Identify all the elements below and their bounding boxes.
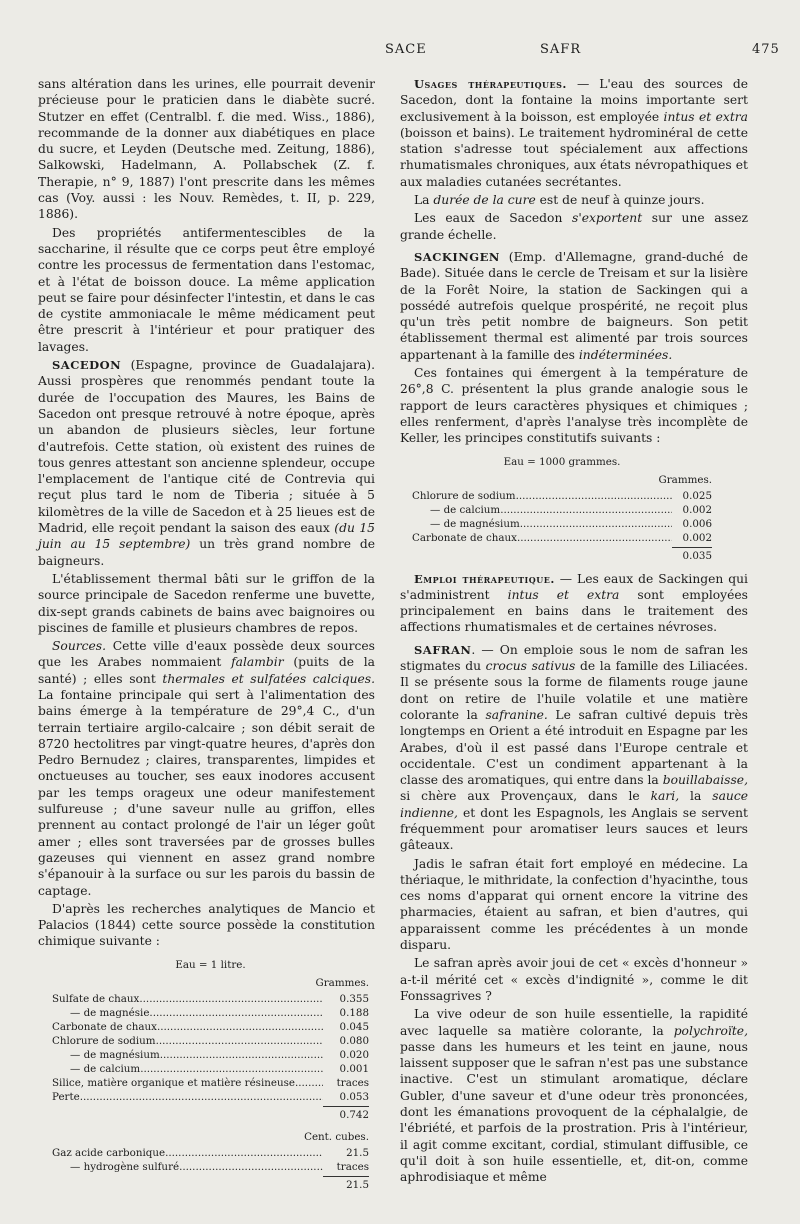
table-total: 0.742 xyxy=(52,1104,369,1122)
left-column xyxy=(38,76,375,1200)
paragraph: Des propriétés antifermentescibles de la saccharine, il résulte que ce corps peut être employé contre les processus de fermentation dans l'estomac, et à l'état de boisson douce. La même application peut se faire pour désinfecter l'intestin, et dans le cas de cystite ammoniacale le même médicament peut être prescrit à l'intérieur et pour pratiquer des lavages. xyxy=(38,225,375,354)
table-row: Chlorure de sodium ..... 0.080 xyxy=(52,1034,369,1048)
paragraph: Le safran après avoir joui de cet « excès d'honneur » a-t-il mérité cet « excès d'indignité », comme le dit Fonssagrives ? xyxy=(400,956,748,1003)
running-head-center: SAFR xyxy=(540,42,582,57)
table-row: Carbonate de chaux ..... 0.045 xyxy=(52,1020,369,1034)
analysis-table-sackingen xyxy=(400,455,748,563)
paragraph: D'après les recherches analytiques de Mancio et Palacios (1844) cette source possède la constitution chimique suivante : xyxy=(38,901,375,949)
table-row: Perte ..... 0.053 xyxy=(52,1090,369,1104)
table-row: Gaz acide carbonique ..... 21.5 xyxy=(52,1146,369,1160)
table-row: — hydrogène sulfuré ..... traces xyxy=(52,1160,369,1174)
entry-headword: SAFRAN xyxy=(414,642,472,657)
page-number: 475 xyxy=(752,42,780,57)
table-caption: Eau = 1 litre. xyxy=(175,958,246,971)
table-unit: Grammes. xyxy=(658,473,712,486)
paragraph: Jadis le safran était fort employé en médecine. La thériaque, le mithridate, la confection d'hyacinthe, tous ces noms d'apparat qui ornent encore la vitrine des pharmacies, étaient au safran, et bien d'autres, qui apparaissent comme les précédentes à un monde disparu. xyxy=(400,856,748,953)
table-caption: Eau = 1000 grammes. xyxy=(503,455,621,468)
table-row: — de magnésium ..... 0.020 xyxy=(52,1048,369,1062)
table-row: — de calcium ..... 0.001 xyxy=(52,1062,369,1076)
entry-headword: SACEDON xyxy=(52,358,122,373)
table-row: Sulfate de chaux ..... 0.355 xyxy=(52,992,369,1006)
table-row: — de calcium ..... 0.002 xyxy=(412,503,712,517)
table-row: Chlorure de sodium ..... 0.025 xyxy=(412,489,712,503)
entry-safran: SAFRAN. — On emploie sous le nom de safran les stigmates du crocus sativus de la famille des Liliacées. Il se présente sous la forme de filaments rouge jaune dont on retire de l'huile volatile et une matière colorante la safranine. Le safran cultivé depuis très longtemps en Orient a été introduit en Espagne par les Arabes, d'où il est passé dans l'Europe centrale et occidentale. C'est un condiment appartenant à la classe des aromatiques, qui entre dans la bouillabaisse, si chère aux Provençaux, dans le kari, la sauce indienne, et dont les Espagnols, les Anglais se servent fréquemment pour aromatiser leurs sauces et leurs gâteaux. xyxy=(400,642,749,853)
running-head-left: SACE xyxy=(385,42,427,57)
entry-sacedon: SACEDON (Espagne, province de Guadalajara). Aussi prospères que renommés pendant toute la durée de l'occupation des Maures, les Bains de Sacedon ont presque retrouvé à notre époque, après un abandon de plusieurs siècles, leur fortune d'autrefois. Cette station, où existent des ruines de tous genres attestant son ancienne splendeur, occupe l'emplacement de l'antique cité de Contrevia qui reçut plus tard le nom de Tiberia ; située à 5 kilomètres de la ville de Sacedon et à 25 lieues est de Madrid, elle reçoit pendant la saison des eaux (du 15 juin au 15 septembre) un très grand nombre de baigneurs. xyxy=(38,358,376,568)
paragraph: L'établissement thermal bâti sur le griffon de la source principale de Sacedon renferme une buvette, dix-sept grands cabinets de bains avec baignoires ou piscines de famille et plusieurs chambres de repos. xyxy=(38,571,375,635)
table-total: 0.035 xyxy=(412,545,712,563)
paragraph-usages: Usages thérapeutiques. — L'eau des sources de Sacedon, dont la fontaine la moins importante sert exclusivement à la boisson, est employée intus et extra (boisson et bains). Le traitement hydrominéral de cette station s'adresse tout spécialement aux affections rhumatismales chroniques, aux états névropathiques et aux maladies cutanées secrétantes. xyxy=(400,77,748,189)
paragraph: La vive odeur de son huile essentielle, la rapidité avec laquelle sa matière colorante, la polychroïte, passe dans les humeurs et les teint en jaune, nous laissent supposer que le safran n'est pas une substance inactive. C'est un stimulant aromatique, déclare Gubler, d'une saveur et d'une odeur très prononcées, dont les émanations provoquent de la céphalalgie, de l'ébriété, et parfois de la prostration. Pris à l'intérieur, il agit comme excitant, cordial, stimulant diffusible, ce qu'il doit à son huile essentielle, et, dit-on, comme aphrodisiaque et même xyxy=(400,1007,748,1185)
right-column xyxy=(400,76,748,1188)
entry-headword: SACKINGEN xyxy=(414,249,500,264)
table-total: 21.5 xyxy=(52,1174,369,1192)
table-row: — de magnésie ..... 0.188 xyxy=(52,1006,369,1020)
analysis-table-sacedon xyxy=(38,958,375,1192)
paragraph: La durée de la cure est de neuf à quinze jours. xyxy=(414,193,705,208)
paragraph: Les eaux de Sacedon s'exportent sur une assez grande échelle. xyxy=(400,211,748,242)
paragraph: sans altération dans les urines, elle pourrait devenir précieuse pour le praticien dans le diabète sucré. Stutzer en effet (Centralbl. f. die med. Wiss., 1886), recommande de la donner aux diabétiques en place du sucre, et Leyden (Deutsche med. Zeitung, 1886), Salkowski, Hadelmann, A. Pollabschek (Z. f. Therapie, n° 9, 1887) l'ont prescrite dans les mêmes cas (Voy. aussi : les Nouv. Remèdes, t. II, p. 229, 1886). xyxy=(38,77,375,222)
table-unit: Grammes. xyxy=(315,976,369,989)
table-row: Silice, matière organique et matière résineuse ..... traces xyxy=(52,1076,369,1090)
paragraph-sources: Sources. Cette ville d'eaux possède deux sources que les Arabes nommaient falambir (puits de la santé) ; elles sont thermales et sulfatées calciques. La fontaine principale qui sert à l'alimentation des bains émerge à la température de 29°,4 C., d'un terrain tertiaire argilo-calcaire ; son débit serait de 8720 hectolitres par vingt-quatre heures, d'après don Pedro Bernudez ; claires, transparentes, limpides et onctueuses au toucher, ses eaux inodores accusent par les temps orageux une odeur manifestement sulfureuse ; d'une saveur nulle au griffon, elles prennent au contact prolongé de l'air un léger goût amer ; elles sont traversées par de grosses bulles gazeuses qui viennent en assez grand nombre s'épanouir à la surface ou sur les parois du bassin de captage. xyxy=(38,639,375,898)
paragraph: Ces fontaines qui émergent à la température de 26°,8 C. présentent la plus grande analogie sous le rapport de leurs caractères physiques et chimiques ; elles renferment, d'après l'analyse très incomplète de Keller, les principes constitutifs suivants : xyxy=(400,366,748,446)
table-row: Carbonate de chaux ..... 0.002 xyxy=(412,531,712,545)
table-unit: Cent. cubes. xyxy=(304,1130,369,1143)
paragraph-emploi: Emploi thérapeutique. — Les eaux de Sackingen qui s'administrent intus et extra sont employées principalement en bains dans le traitement des affections rhumatismales et de certaines névroses. xyxy=(400,571,748,635)
table-row: — de magnésium ..... 0.006 xyxy=(412,517,712,531)
entry-sackingen: SACKINGEN (Emp. d'Allemagne, grand-duché de Bade). Située dans le cercle de Treisam et sur la lisière de la Forêt Noire, la station de Sackingen qui a possédé autrefois quelque prospérité, ne reçoit plus qu'un très petit nombre de baigneurs. Son petit établissement thermal est alimenté par trois sources appartenant à la famille des indéterminées. xyxy=(400,249,748,362)
